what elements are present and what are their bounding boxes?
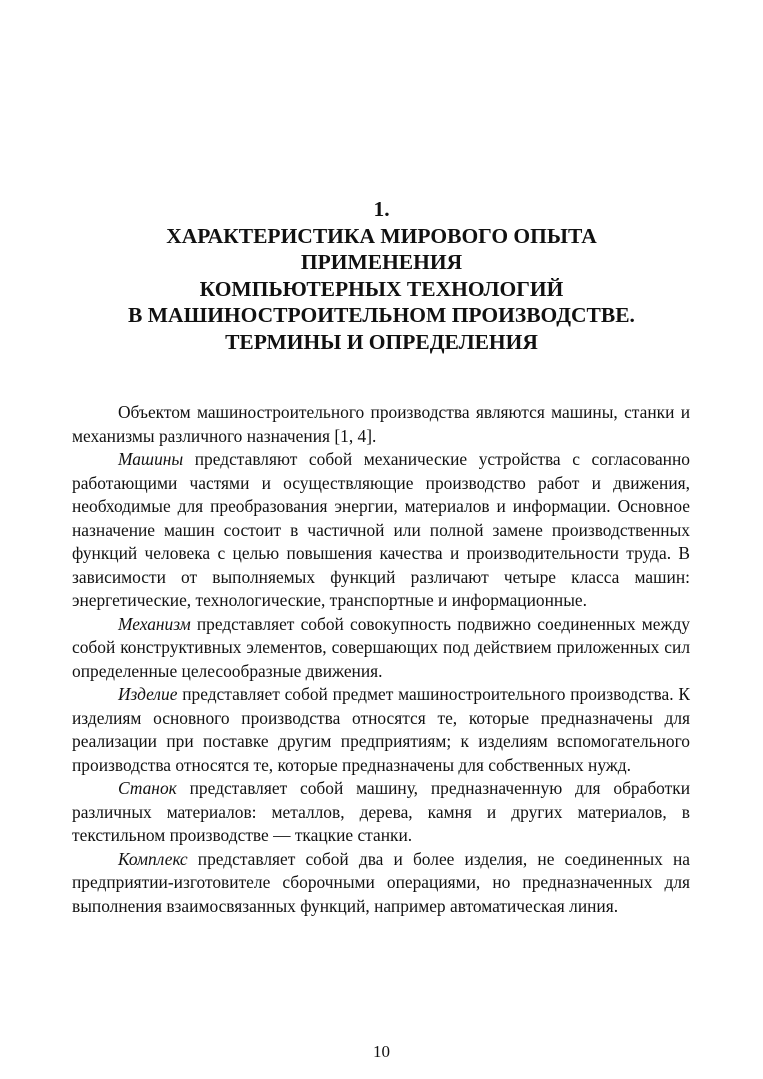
page-number: 10: [373, 1042, 390, 1061]
chapter-title-line-2: ПРИМЕНЕНИЯ: [300, 250, 463, 274]
paragraph-mechanism: [72, 613, 690, 684]
paragraph-machine-tool: [72, 777, 690, 848]
term-complex: Комплекс: [118, 848, 188, 869]
chapter-title-line-3: КОМПЬЮТЕРНЫХ ТЕХНОЛОГИЙ: [199, 276, 564, 301]
paragraph-machines: [72, 448, 690, 613]
chapter-heading: [60, 196, 703, 355]
chapter-title-line-5: ТЕРМИНЫ И ОПРЕДЕЛЕНИЯ: [225, 329, 538, 354]
term-machine-tool: Станок: [118, 778, 177, 798]
paragraph-text: представляет собой два и более изделия, не соединенных на предприятии-изготовителе сборочными операциями, но предназначенных для выполнения взаимосвязанных функций, например автоматическая линия.: [72, 848, 690, 916]
paragraph-product: [72, 683, 690, 777]
paragraph-complex: [72, 848, 690, 919]
paragraph-intro: [72, 401, 690, 448]
paragraph-text: представляет собой совокупность подвижно соединенных между собой конструктивных элементов, совершающих под действием приложенных сил определенные целесообразные движения.: [72, 613, 690, 681]
term-product: Изделие: [118, 684, 178, 704]
chapter-number: 1.: [373, 197, 390, 221]
term-mechanism: Механизм: [118, 613, 191, 634]
paragraph-text: Объектом машиностроительного производства являются машины, станки и механизмы различного назначения [1, 4].: [72, 402, 690, 446]
chapter-title-line-1: ХАРАКТЕРИСТИКА МИРОВОГО ОПЫТА: [166, 223, 597, 248]
body-text: [72, 401, 690, 918]
paragraph-text: представляют собой механические устройства с согласованно работающими частями и осуществляющие производство работ и движения, необходимые для преобразования энергии, материалов и информации. Основное назначение машин состоит в частичной или полной замене производственных функций человека с целью повышения качества и производительности труда. В зависимости от выполняемых функций различают четыре класса машин: энергетические, технологические, транспортные и информационные.: [72, 449, 690, 610]
term-machines: Машины: [118, 449, 184, 469]
paragraph-text: представляет собой машину, предназначенную для обработки различных материалов: металлов, дерева, камня и других материалов, в текстильном производстве — ткацкие станки.: [72, 778, 690, 845]
paragraph-text: представляет собой предмет машиностроительного производства. К изделиям основного производства относятся те, которые предназначены для реализации при поставке другим предприятиям; к изделиям вспомогательного производства относятся те, которые предназначены для собственных нужд.: [72, 684, 690, 775]
chapter-title-line-4: В МАШИНОСТРОИТЕЛЬНОМ ПРОИЗВОДСТВЕ.: [128, 303, 635, 327]
